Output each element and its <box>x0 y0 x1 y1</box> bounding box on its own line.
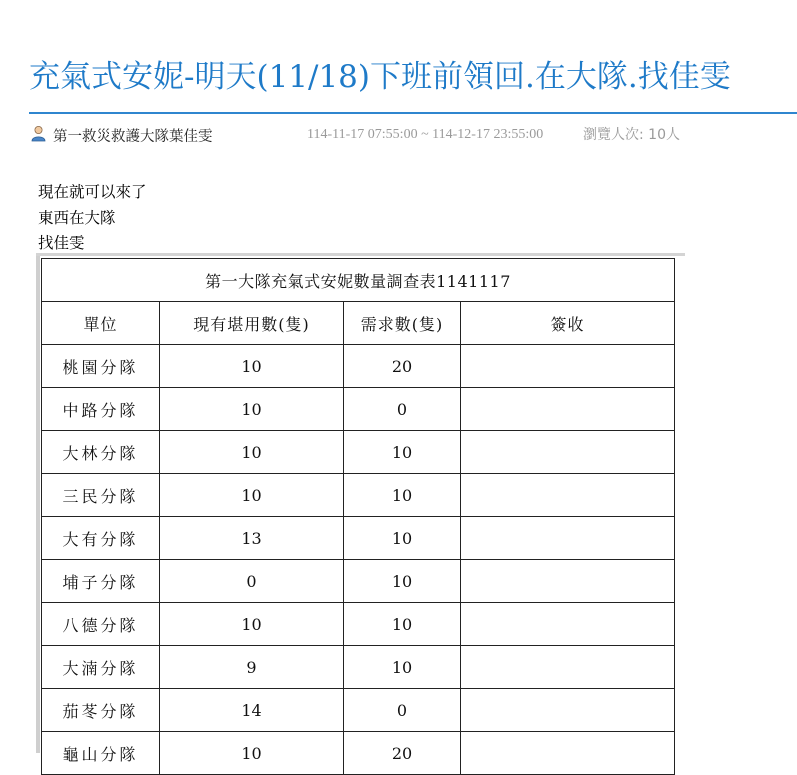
cell-available: 10 <box>160 431 344 474</box>
body-line: 找佳雯 <box>38 234 85 252</box>
cell-unit: 埔子分隊 <box>42 560 160 603</box>
table-row <box>42 517 675 560</box>
cell-needed: 10 <box>344 431 461 474</box>
table-row <box>42 560 675 603</box>
cell-available: 14 <box>160 689 344 732</box>
cell-needed: 10 <box>344 603 461 646</box>
cell-available: 9 <box>160 646 344 689</box>
cell-unit: 桃園分隊 <box>42 345 160 388</box>
cell-unit: 大林分隊 <box>42 431 160 474</box>
title-divider <box>29 112 797 114</box>
post-title: 充氣式安妮-明天(11/18)下班前領回.在大隊.找佳雯 <box>29 59 731 95</box>
cell-available: 10 <box>160 345 344 388</box>
cell-sign <box>461 603 675 646</box>
survey-table <box>41 258 675 775</box>
table-row <box>42 388 675 431</box>
cell-needed: 20 <box>344 345 461 388</box>
cell-available: 10 <box>160 732 344 775</box>
cell-needed: 10 <box>344 560 461 603</box>
header-needed: 需求數(隻) <box>344 302 461 345</box>
table-row <box>42 646 675 689</box>
cell-sign <box>461 646 675 689</box>
cell-available: 13 <box>160 517 344 560</box>
cell-unit: 龜山分隊 <box>42 732 160 775</box>
cell-available: 10 <box>160 474 344 517</box>
post-meta <box>30 125 680 145</box>
cell-needed: 0 <box>344 689 461 732</box>
table-row <box>42 474 675 517</box>
cell-unit: 茄苳分隊 <box>42 689 160 732</box>
table-row <box>42 732 675 775</box>
cell-sign <box>461 560 675 603</box>
post-date-range: 114-11-17 07:55:00 ~ 114-12-17 23:55:00 <box>307 127 544 142</box>
cell-unit: 中路分隊 <box>42 388 160 431</box>
cell-unit: 大湳分隊 <box>42 646 160 689</box>
cell-sign <box>461 431 675 474</box>
cell-sign <box>461 388 675 431</box>
cell-unit: 三民分隊 <box>42 474 160 517</box>
cell-sign <box>461 345 675 388</box>
table-row <box>42 689 675 732</box>
cell-unit: 大有分隊 <box>42 517 160 560</box>
cell-sign <box>461 689 675 732</box>
cell-unit: 八德分隊 <box>42 603 160 646</box>
table-caption: 第一大隊充氣式安妮數量調查表1141117 <box>42 259 675 302</box>
header-unit: 單位 <box>42 302 160 345</box>
table-row <box>42 431 675 474</box>
body-line: 東西在大隊 <box>38 208 116 227</box>
body-line: 現在就可以來了 <box>38 183 147 201</box>
cell-sign <box>461 517 675 560</box>
cell-needed: 10 <box>344 646 461 689</box>
cell-needed: 10 <box>344 517 461 560</box>
header-available: 現有堪用數(隻) <box>160 302 344 345</box>
post-body <box>38 180 147 257</box>
survey-table-image <box>36 253 685 764</box>
cell-available: 10 <box>160 603 344 646</box>
cell-available: 10 <box>160 388 344 431</box>
cell-sign <box>461 732 675 775</box>
table-row <box>42 603 675 646</box>
cell-sign <box>461 474 675 517</box>
header-sign: 簽收 <box>461 302 675 345</box>
cell-needed: 0 <box>344 388 461 431</box>
table-header-row <box>42 302 675 345</box>
cell-needed: 10 <box>344 474 461 517</box>
cell-needed: 20 <box>344 732 461 775</box>
table-row <box>42 345 675 388</box>
author-name: 第一救災救護大隊葉佳雯 <box>53 128 213 145</box>
user-icon <box>30 125 53 146</box>
cell-available: 0 <box>160 560 344 603</box>
view-count: 瀏覽人次: 10人 <box>583 127 680 143</box>
